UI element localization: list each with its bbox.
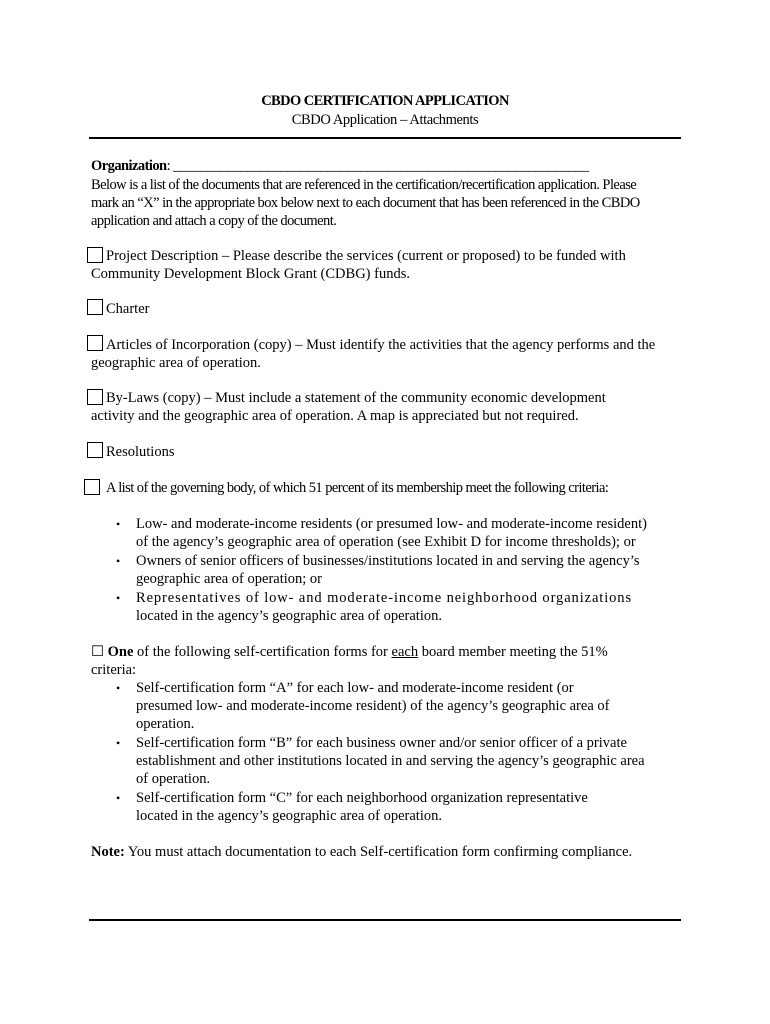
organization-label: Organization — [91, 158, 167, 174]
bylaws-line-1: By-Laws (copy) – Must include a statement of the community economic development — [106, 390, 606, 406]
document-title: CBDO CERTIFICATION APPLICATION — [261, 93, 509, 109]
self-cert-line-1 — [91, 643, 608, 661]
articles-line-2: geographic area of operation. — [91, 355, 261, 371]
bullet-icon: • — [116, 681, 121, 695]
articles-checkbox[interactable] — [87, 335, 103, 351]
bullet-icon: • — [116, 591, 121, 605]
project-description-line-2: Community Development Block Grant (CDBG) funds. — [91, 266, 410, 282]
form-b-line-2: establishment and other institutions located in and serving the agency’s geographic area — [136, 753, 645, 769]
criteria-2-line-1: Owners of senior officers of businesses/institutions located in and serving the agency’s — [136, 553, 640, 569]
self-cert-middle: of the following self-certification forms for — [133, 644, 392, 660]
document-subtitle: CBDO Application – Attachments — [291, 112, 479, 128]
bylaws-line-2: activity and the geographic area of operation. A map is appreciated but not required. — [91, 408, 579, 424]
form-c-line-1: Self-certification form “C” for each neighborhood organization representative — [136, 790, 588, 806]
bottom-rule — [89, 919, 681, 921]
organization-line — [91, 157, 589, 175]
resolutions-checkbox[interactable] — [87, 442, 103, 458]
criteria-1-line-1: Low- and moderate-income residents (or presumed low- and moderate-income resident) — [136, 516, 647, 532]
instructions-line-1: Below is a list of the documents that are referenced in the certification/recertification application. Please — [91, 177, 637, 193]
bylaws-checkbox[interactable] — [87, 389, 103, 405]
organization-field[interactable]: : ______________________________________________________________ — [166, 158, 589, 174]
criteria-3-line-2: located in the agency’s geographic area of operation. — [136, 608, 442, 624]
project-description-checkbox[interactable] — [87, 247, 103, 263]
self-cert-tail: board member meeting the 51% — [418, 644, 608, 660]
bullet-icon: • — [116, 517, 121, 531]
self-cert-checkbox-icon[interactable]: ☐ — [91, 644, 104, 660]
project-description-line-1: Project Description – Please describe the services (current or proposed) to be funded with — [106, 248, 626, 264]
note-text: You must attach documentation to each Self-certification form confirming compliance. — [124, 844, 633, 860]
governing-body-label: A list of the governing body, of which 51 percent of its membership meet the following criteria: — [106, 480, 609, 496]
charter-label: Charter — [106, 301, 150, 317]
form-a-line-3: operation. — [136, 716, 195, 732]
resolutions-label: Resolutions — [106, 444, 175, 460]
top-rule — [89, 137, 681, 139]
bullet-icon: • — [116, 791, 121, 805]
form-b-line-1: Self-certification form “B” for each business owner and/or senior officer of a private — [136, 735, 627, 751]
instructions-line-2: mark an “X” in the appropriate box below next to each document that has been referenced in the CBDO — [91, 195, 640, 211]
self-cert-one: One — [107, 644, 134, 660]
form-c-line-2: located in the agency’s geographic area of operation. — [136, 808, 442, 824]
bullet-icon: • — [116, 554, 121, 568]
self-cert-line-2: criteria: — [91, 662, 137, 678]
charter-checkbox[interactable] — [87, 299, 103, 315]
note-label: Note: — [91, 844, 125, 860]
form-a-line-1: Self-certification form “A” for each low- and moderate-income resident (or — [136, 680, 574, 696]
self-cert-each: each — [391, 644, 419, 660]
form-b-line-3: of operation. — [136, 771, 211, 787]
note-line — [91, 843, 632, 861]
instructions-line-3: application and attach a copy of the document. — [91, 213, 337, 229]
bullet-icon: • — [116, 736, 121, 750]
articles-line-1: Articles of Incorporation (copy) – Must identify the activities that the agency performs and the — [106, 337, 656, 353]
form-a-line-2: presumed low- and moderate-income resident) of the agency’s geographic area of — [136, 698, 610, 714]
criteria-2-line-2: geographic area of operation; or — [136, 571, 322, 587]
governing-body-checkbox[interactable] — [84, 479, 100, 495]
criteria-3-line-1: Representatives of low- and moderate-income neighborhood organizations — [136, 590, 632, 606]
criteria-1-line-2: of the agency’s geographic area of operation (see Exhibit D for income thresholds); or — [136, 534, 636, 550]
